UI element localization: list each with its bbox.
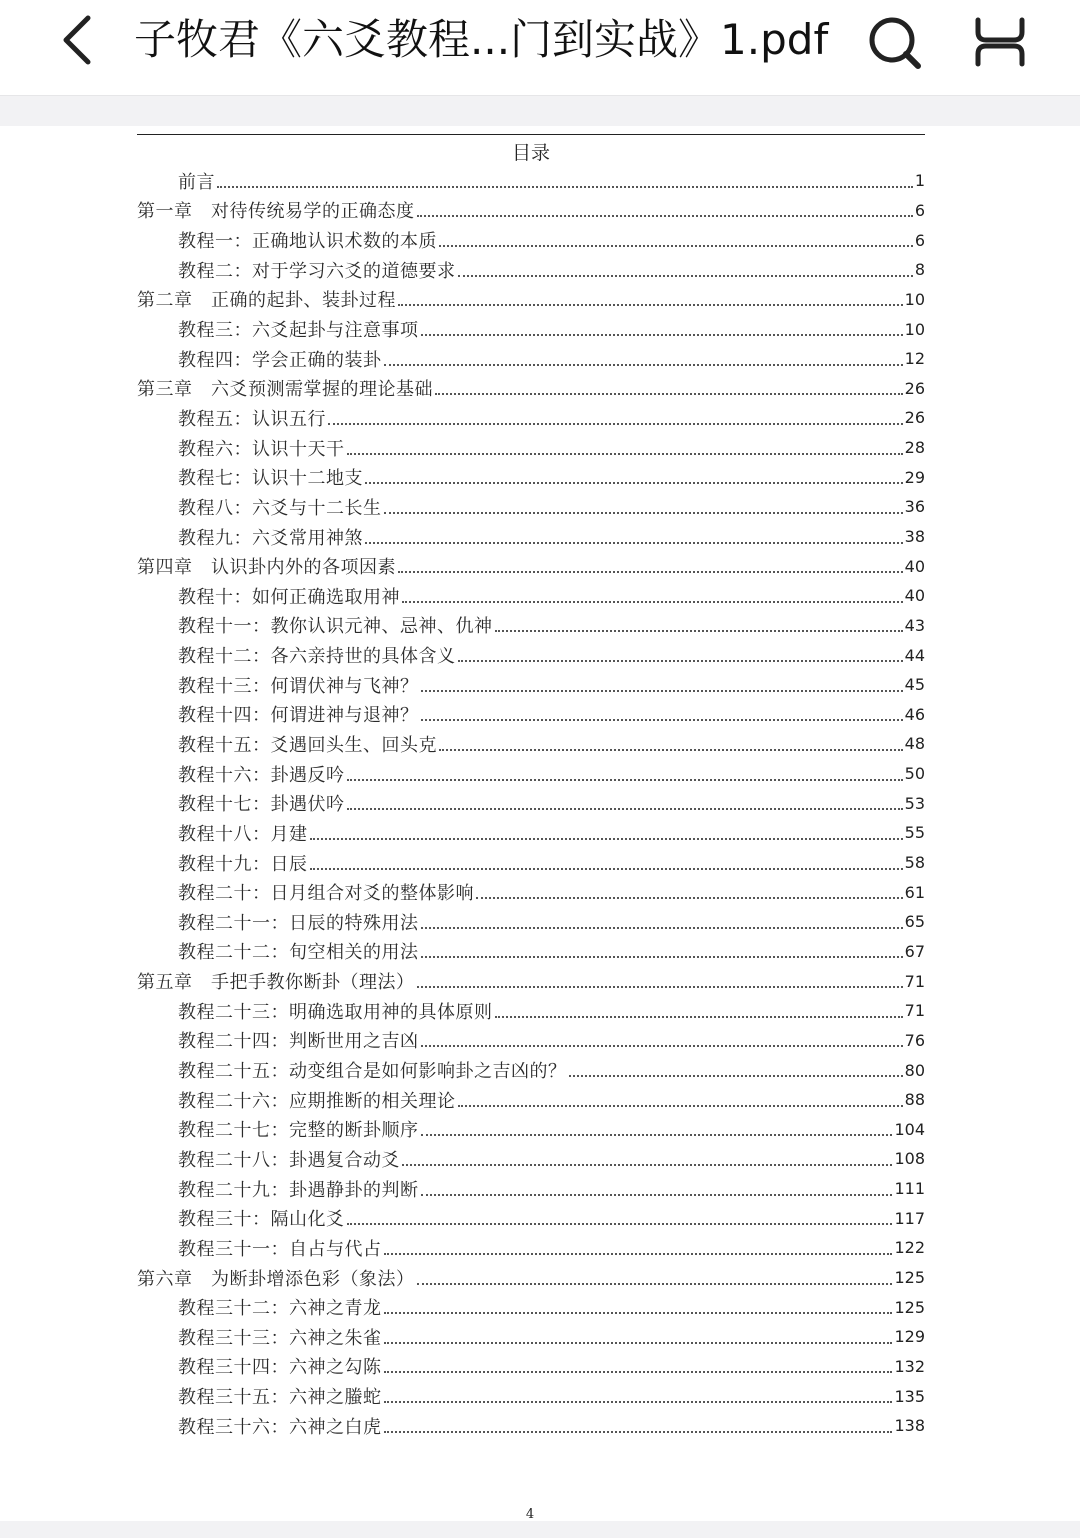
dot-leader <box>384 512 903 514</box>
toc-entry-page: 40 <box>904 556 925 576</box>
toc-lesson-row[interactable] <box>137 1144 925 1174</box>
toc-entry-title: 第四章 认识卦内外的各项因素 <box>137 557 396 579</box>
dot-leader <box>421 719 903 721</box>
toc-entry-title: 教程二十八：卦遇复合动爻 <box>178 1149 400 1171</box>
toc-entry-title: 教程九：六爻常用神煞 <box>178 527 363 549</box>
toc-lesson-row[interactable] <box>137 670 925 700</box>
dot-leader <box>347 779 903 781</box>
toc-entry-page: 29 <box>904 467 925 487</box>
toc-entry-page: 104 <box>894 1119 925 1139</box>
toc-lesson-row[interactable] <box>137 937 925 967</box>
toc-lesson-row[interactable] <box>137 225 925 255</box>
toc-entry-title: 教程二十六：应期推断的相关理论 <box>178 1090 456 1112</box>
table-of-contents <box>137 166 925 1441</box>
toc-entry-page: 50 <box>904 764 925 784</box>
toc-lesson-row[interactable] <box>137 996 925 1026</box>
dot-leader <box>458 1105 903 1107</box>
dot-leader <box>421 1194 893 1196</box>
dot-leader <box>417 215 913 217</box>
toc-entry-title: 教程四：学会正确的装卦 <box>178 349 382 371</box>
dot-leader <box>310 868 903 870</box>
toc-lesson-row[interactable] <box>137 1203 925 1233</box>
toc-lesson-row[interactable] <box>137 788 925 818</box>
toc-entry-title: 第六章 为断卦增添色彩（象法） <box>137 1268 415 1290</box>
dot-leader <box>421 927 903 929</box>
search-icon <box>864 12 924 72</box>
toc-entry-page: 58 <box>904 853 925 873</box>
toc-lesson-row[interactable] <box>137 1026 925 1056</box>
dot-leader <box>328 423 903 425</box>
toc-entry-title: 教程一：正确地认识术数的本质 <box>178 231 437 253</box>
dot-leader <box>365 482 903 484</box>
dot-leader <box>347 808 903 810</box>
toc-chapter-row[interactable] <box>137 285 925 315</box>
dot-leader <box>439 749 903 751</box>
toc-lesson-row[interactable] <box>137 344 925 374</box>
toc-entry-page: 122 <box>894 1238 925 1258</box>
toc-entry-page: 76 <box>904 1030 925 1050</box>
dot-leader <box>421 690 903 692</box>
toc-entry-title: 教程二十四：判断世用之吉凶 <box>178 1031 419 1053</box>
dot-leader <box>402 601 903 603</box>
dot-leader <box>421 1045 903 1047</box>
dot-leader <box>384 1371 893 1373</box>
dot-leader <box>458 275 913 277</box>
toc-entry-page: 10 <box>904 319 925 339</box>
toc-entry-page: 125 <box>894 1268 925 1288</box>
dot-leader <box>421 956 903 958</box>
toc-entry-title: 教程十一：教你认识元神、忌神、仇神 <box>178 616 493 638</box>
dot-leader <box>217 186 913 188</box>
dot-leader <box>569 1075 903 1077</box>
toc-lesson-row[interactable] <box>137 1115 925 1145</box>
toc-entry-page: 43 <box>904 615 925 635</box>
toc-entry-title: 教程十三：何谓伏神与飞神？ <box>178 675 419 697</box>
toc-lesson-row[interactable] <box>137 314 925 344</box>
toc-lesson-row[interactable] <box>137 462 925 492</box>
toc-entry-page: 125 <box>894 1297 925 1317</box>
toc-lesson-row[interactable] <box>137 1233 925 1263</box>
toc-entry-title: 教程三十二：六神之青龙 <box>178 1298 382 1320</box>
toc-entry-page: 10 <box>904 289 925 309</box>
dot-leader <box>417 1283 893 1285</box>
page-number: 4 <box>525 1507 535 1522</box>
toc-entry-page: 40 <box>904 586 925 606</box>
toc-entry-page: 132 <box>894 1356 925 1376</box>
toc-lesson-row[interactable] <box>137 848 925 878</box>
dot-leader <box>421 1134 893 1136</box>
back-button[interactable] <box>52 12 108 68</box>
toc-entry-title: 教程十九：日辰 <box>178 853 308 875</box>
toc-lesson-row[interactable] <box>137 1411 925 1441</box>
toc-entry-title: 教程二十一：日辰的特殊用法 <box>178 912 419 934</box>
top-app-bar <box>0 0 1080 96</box>
pdf-page[interactable] <box>0 126 1080 1521</box>
toc-chapter-row[interactable] <box>137 373 925 403</box>
bracket-menu-icon <box>970 12 1030 72</box>
dot-leader <box>417 986 903 988</box>
toc-entry-page: 117 <box>894 1208 925 1228</box>
toc-lesson-row[interactable] <box>137 700 925 730</box>
toc-entry-page: 71 <box>904 971 925 991</box>
dot-leader <box>310 838 903 840</box>
toc-chapter-row[interactable] <box>137 196 925 226</box>
toc-lesson-row[interactable] <box>137 522 925 552</box>
toc-entry-title: 第五章 手把手教你断卦（理法） <box>137 972 415 994</box>
toc-entry-title: 教程三十五：六神之螣蛇 <box>178 1387 382 1409</box>
toc-entry-page: 6 <box>914 230 925 250</box>
toc-lesson-row[interactable] <box>137 255 925 285</box>
toc-lesson-row[interactable] <box>137 818 925 848</box>
toc-entry-title: 教程三十四：六神之勾陈 <box>178 1357 382 1379</box>
toc-lesson-row[interactable] <box>137 1381 925 1411</box>
dot-leader <box>384 364 903 366</box>
toc-chapter-row[interactable] <box>137 966 925 996</box>
toc-lesson-row[interactable] <box>137 1085 925 1115</box>
dot-leader <box>398 304 903 306</box>
dot-leader <box>435 393 903 395</box>
toc-entry-title: 教程十二：各六亲持世的具体含义 <box>178 646 456 668</box>
toc-entry-page: 26 <box>904 378 925 398</box>
toc-entry-title: 第二章 正确的起卦、装卦过程 <box>137 290 396 312</box>
dot-leader <box>384 1312 893 1314</box>
toc-entry-page: 88 <box>904 1090 925 1110</box>
toc-lesson-row[interactable] <box>137 1292 925 1322</box>
toc-entry-page: 6 <box>914 200 925 220</box>
toc-heading: 目录 <box>511 142 550 164</box>
toc-lesson-row[interactable] <box>137 1055 925 1085</box>
toc-lesson-row[interactable] <box>137 166 925 196</box>
toc-entry-page: 111 <box>894 1179 925 1199</box>
toc-entry-page: 55 <box>904 823 925 843</box>
toc-entry-title: 教程二十九：卦遇静卦的判断 <box>178 1179 419 1201</box>
toc-entry-title: 教程二十二：旬空相关的用法 <box>178 942 419 964</box>
toc-entry-page: 38 <box>904 527 925 546</box>
toc-lesson-row[interactable] <box>137 1322 925 1352</box>
dot-leader <box>384 1431 893 1433</box>
toc-entry-title: 教程十五：爻遇回头生、回头克 <box>178 734 437 756</box>
toc-entry-page: 48 <box>904 734 925 754</box>
dot-leader <box>495 1016 903 1018</box>
toc-entry-title: 教程二十五：动变组合是如何影响卦之吉凶的？ <box>178 1061 567 1083</box>
search-button[interactable] <box>864 12 924 72</box>
toc-entry-page: 1 <box>914 171 925 191</box>
dot-leader <box>384 1401 893 1403</box>
toc-lesson-row[interactable] <box>137 611 925 641</box>
toc-entry-page: 108 <box>894 1149 925 1169</box>
dot-leader <box>439 245 913 247</box>
dot-leader <box>402 1164 892 1166</box>
header-rule <box>137 134 925 135</box>
toc-entry-title: 教程七：认识十二地支 <box>178 468 363 490</box>
toc-entry-page: 44 <box>904 645 925 665</box>
toc-entry-page: 28 <box>904 438 925 458</box>
toc-lesson-row[interactable] <box>137 759 925 789</box>
toc-entry-page: 61 <box>904 882 925 902</box>
toc-entry-title: 第三章 六爻预测需掌握的理论基础 <box>137 379 433 401</box>
dot-leader <box>384 1342 893 1344</box>
toc-entry-page: 26 <box>904 408 925 428</box>
dot-leader <box>458 660 903 662</box>
dot-leader <box>347 453 903 455</box>
chevron-left-icon <box>52 12 108 68</box>
dot-leader <box>398 571 903 573</box>
toc-entry-page: 45 <box>904 675 925 695</box>
toc-lesson-row[interactable] <box>137 877 925 907</box>
toc-entry-title: 教程八：六爻与十二长生 <box>178 497 382 519</box>
toc-entry-title: 教程三十：隔山化爻 <box>178 1209 345 1231</box>
toc-entry-title: 教程三十一：自占与代占 <box>178 1238 382 1260</box>
dot-leader <box>365 542 903 544</box>
toc-chapter-row[interactable] <box>137 551 925 581</box>
toc-lesson-row[interactable] <box>137 433 925 463</box>
document-title: 子牧君《六爻教程...门到实战》1.pdf <box>134 15 829 64</box>
toc-entry-title: 教程三：六爻起卦与注意事项 <box>178 320 419 342</box>
toc-entry-page: 67 <box>904 941 925 961</box>
dot-leader <box>347 1223 893 1225</box>
toc-entry-title: 第一章 对待传统易学的正确态度 <box>137 201 415 223</box>
toc-entry-page: 138 <box>894 1416 925 1436</box>
dot-leader <box>476 897 903 899</box>
dot-leader <box>384 1253 893 1255</box>
toc-entry-title: 教程五：认识五行 <box>178 408 326 430</box>
toc-entry-title: 教程十七：卦遇伏吟 <box>178 794 345 816</box>
toc-entry-page: 8 <box>914 260 925 280</box>
toc-entry-title: 教程十六：卦遇反吟 <box>178 764 345 786</box>
dot-leader <box>421 334 903 336</box>
toc-entry-title: 教程十八：月建 <box>178 823 308 845</box>
toc-lesson-row[interactable] <box>137 729 925 759</box>
dot-leader <box>495 630 903 632</box>
toc-entry-page: 12 <box>904 349 925 369</box>
toc-entry-page: 80 <box>904 1060 925 1080</box>
toc-entry-page: 53 <box>904 793 925 813</box>
toc-lesson-row[interactable] <box>137 403 925 433</box>
toc-entry-title: 教程二十：日月组合对爻的整体影响 <box>178 883 474 905</box>
toc-entry-title: 教程十四：何谓进神与退神？ <box>178 705 419 727</box>
toc-entry-page: 135 <box>894 1386 925 1406</box>
toc-lesson-row[interactable] <box>137 640 925 670</box>
more-options-button[interactable] <box>970 12 1030 72</box>
toc-entry-title: 教程二：对于学习六爻的道德要求 <box>178 260 456 282</box>
toc-entry-title: 教程三十六：六神之白虎 <box>178 1416 382 1438</box>
toc-lesson-row[interactable] <box>137 492 925 522</box>
toc-entry-title: 教程六：认识十天干 <box>178 438 345 460</box>
toc-entry-title: 教程二十三：明确选取用神的具体原则 <box>178 1001 493 1023</box>
toc-entry-page: 65 <box>904 912 925 932</box>
toc-lesson-row[interactable] <box>137 1352 925 1382</box>
toc-entry-page: 129 <box>894 1327 925 1347</box>
toc-entry-title: 教程二十七：完整的断卦顺序 <box>178 1120 419 1142</box>
toc-entry-title: 教程三十三：六神之朱雀 <box>178 1327 382 1349</box>
toc-chapter-row[interactable] <box>137 1263 925 1293</box>
toc-lesson-row[interactable] <box>137 907 925 937</box>
toc-entry-page: 36 <box>904 497 925 517</box>
toc-entry-page: 71 <box>904 1001 925 1021</box>
toc-lesson-row[interactable] <box>137 1174 925 1204</box>
toc-entry-title: 前言 <box>178 171 215 193</box>
toc-entry-page: 46 <box>904 704 925 724</box>
toc-entry-title: 教程十：如何正确选取用神 <box>178 586 400 608</box>
toc-lesson-row[interactable] <box>137 581 925 611</box>
